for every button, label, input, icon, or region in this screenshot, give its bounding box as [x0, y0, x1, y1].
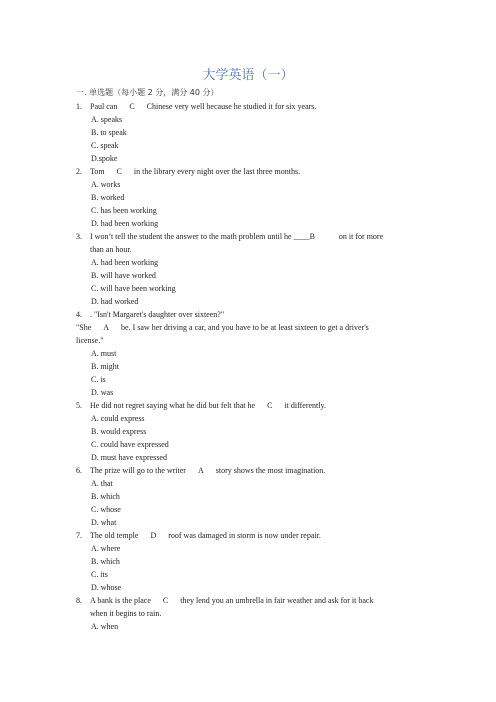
question-5	[76, 399, 420, 464]
option: A. works	[91, 180, 121, 189]
option: C. will have been working	[91, 284, 176, 293]
option: A. speaks	[91, 115, 123, 124]
question-stem-pre: The prize will go to the writer	[90, 466, 186, 475]
question-answer: D	[150, 531, 157, 540]
option: B. to speak	[91, 128, 127, 137]
option: D.spoke	[91, 154, 118, 163]
question-4	[76, 308, 420, 399]
option: D. had been working	[91, 219, 159, 228]
question-2	[76, 165, 420, 230]
option: A. where	[91, 544, 121, 553]
question-answer: C	[267, 401, 273, 410]
question-stem-pre: . "Isn't Margaret's daughter over sixteen?"	[90, 310, 225, 319]
question-answer: A	[103, 323, 110, 332]
question-stem-pre: A bank is the place	[90, 596, 151, 605]
section-heading: 一. 单选题（每小题 2 分，满分 40 分）	[76, 88, 219, 97]
question-number: 7.	[76, 531, 82, 540]
question-answer: C	[116, 167, 122, 176]
option: C. speak	[91, 141, 119, 150]
question-stem-continued: than an hour.	[90, 245, 132, 254]
option: D. whose	[91, 583, 122, 592]
question-stem-line2	[76, 321, 420, 334]
question-answer: C	[129, 102, 135, 111]
question-stem-post: they lend you an umbrella in fair weather and ask for it back	[180, 596, 374, 605]
option: C. has been working	[91, 206, 157, 215]
question-1	[76, 100, 420, 165]
question-stem-line3: license."	[76, 336, 104, 345]
option: B. might	[91, 362, 120, 371]
option: B. which	[91, 557, 120, 566]
question-stem-post: Chinese very well because he studied it for six years.	[146, 102, 317, 111]
option: B. will have worked	[91, 271, 156, 280]
question-number: 1.	[76, 102, 82, 111]
option: C. could have expressed	[91, 440, 169, 449]
option: B. which	[91, 492, 120, 501]
question-8	[76, 594, 420, 633]
question-stem-line2-post: be. I saw her driving a car, and you have to be at least sixteen to get a driver's	[121, 323, 369, 332]
question-3	[76, 230, 420, 308]
option: B. would express	[91, 427, 147, 436]
question-stem-pre: Paul can	[90, 102, 118, 111]
question-answer: C	[162, 596, 169, 605]
option: D. what	[91, 518, 117, 527]
question-number: 2.	[76, 167, 82, 176]
option: A. could express	[91, 414, 145, 423]
question-stem-post: story shows the most imagination.	[215, 466, 326, 475]
option: D. had worked	[91, 297, 139, 306]
question-stem-pre: I won’t tell the student the answer to the math problem until he ____B	[90, 232, 315, 241]
question-number: 6.	[76, 466, 82, 475]
option: C. its	[91, 570, 108, 579]
question-number: 8.	[76, 596, 82, 605]
page-title: 大学英语（一）	[202, 68, 294, 83]
option: C. whose	[91, 505, 121, 514]
question-6	[76, 464, 420, 529]
option: A. had been working	[91, 258, 159, 267]
question-number: 5.	[76, 401, 82, 410]
question-stem-post: in the library every night over the last three months.	[133, 167, 301, 176]
question-stem-pre: Tom	[90, 167, 105, 176]
option: D. was	[91, 388, 114, 397]
option: A. must	[91, 349, 117, 358]
question-stem-post: on it for more	[338, 232, 384, 241]
question-number: 4.	[76, 310, 82, 319]
question-stem-post: it differently.	[284, 401, 326, 410]
question-stem-pre: He did not regret saying what he did but felt that he	[90, 401, 256, 410]
option: D. must have expressed	[91, 453, 167, 462]
option: C. is	[91, 375, 106, 384]
question-7	[76, 529, 420, 594]
question-list	[76, 100, 420, 633]
option: A. that	[91, 479, 113, 488]
question-stem-line2-pre: "She	[76, 323, 92, 332]
question-stem-pre: The old temple	[90, 531, 139, 540]
question-answer: A	[197, 466, 204, 475]
question-number: 3.	[76, 232, 82, 241]
option: B. worked	[91, 193, 125, 202]
question-stem-continued: when it begins to rain.	[90, 609, 162, 618]
question-stem-post: roof was damaged in storm is now under repair.	[168, 531, 321, 540]
option: A. when	[91, 622, 119, 631]
